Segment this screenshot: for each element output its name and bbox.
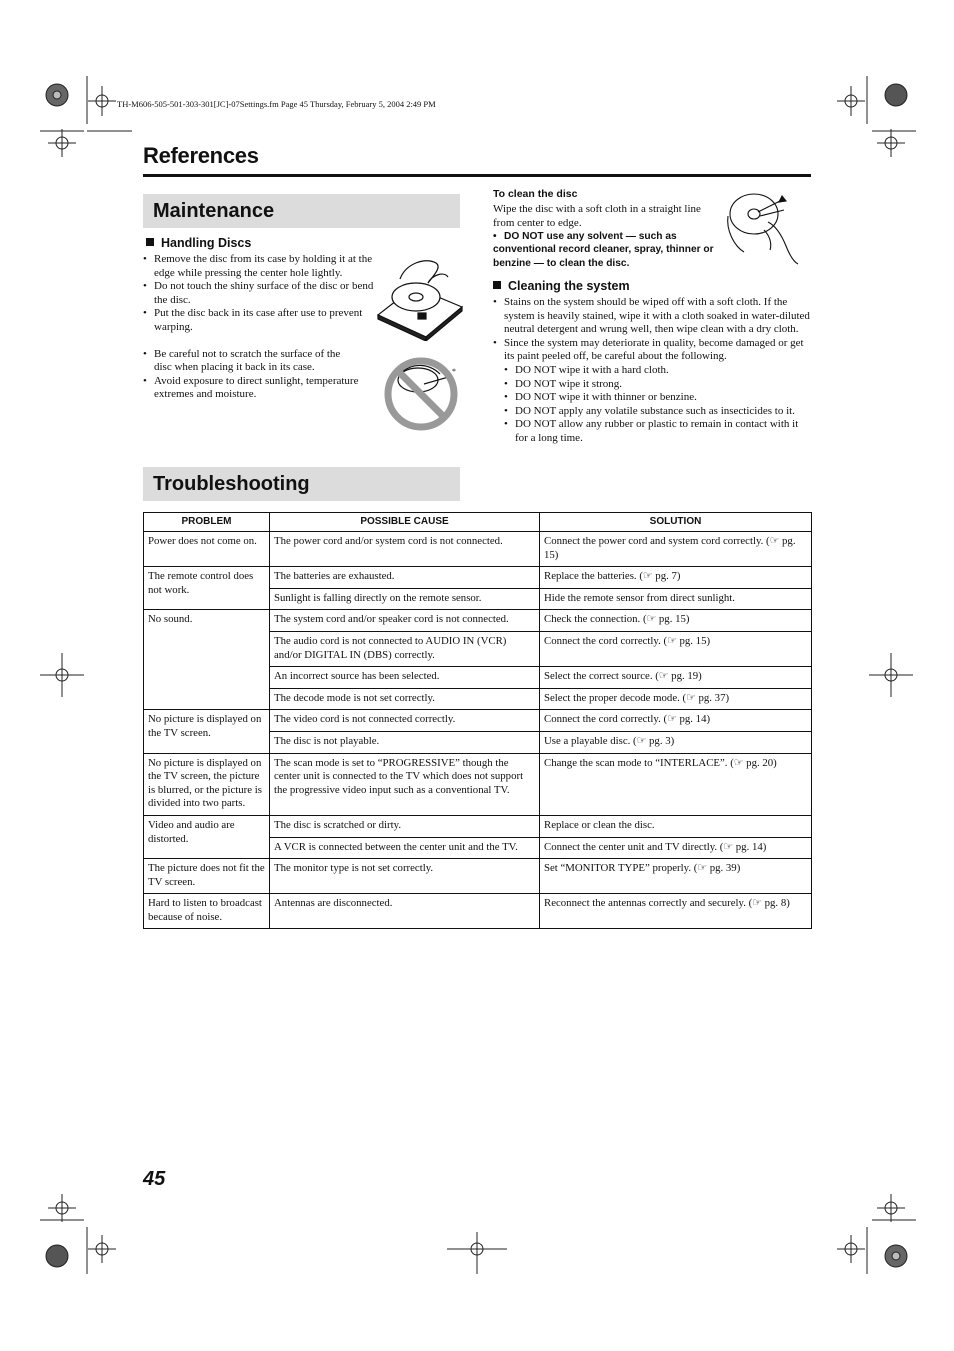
- problem-cell: The remote control does not work.: [144, 567, 270, 610]
- solution-cell: Hide the remote sensor from direct sunlight.: [540, 588, 812, 610]
- solution-cell: Connect the center unit and TV directly. (☞ pg. 14): [540, 837, 812, 859]
- solution-cell: Use a playable disc. (☞ pg. 3): [540, 731, 812, 753]
- solution-cell: Reconnect the antennas correctly and securely. (☞ pg. 8): [540, 894, 812, 929]
- cause-cell: The scan mode is set to “PROGRESSIVE” though the center unit is connected to the TV which does not support the progressive video input such as a conventional TV.: [270, 753, 540, 815]
- list-item: • Since the system may deteriorate in quality, become damaged or get its paint peeled off, be careful about the following.: [493, 337, 811, 364]
- list-item: • Be careful not to scratch the surface of the disc when placing it back in its case.: [143, 348, 359, 375]
- cleaning-system-heading: Cleaning the system: [493, 279, 630, 293]
- solution-cell: Set “MONITOR TYPE” properly. (☞ pg. 39): [540, 859, 812, 894]
- square-bullet-icon: [146, 238, 154, 246]
- page-title: References: [143, 143, 259, 168]
- column-header-problem: PROBLEM: [144, 513, 270, 532]
- problem-cell: No picture is displayed on the TV screen, the picture is blurred, or the picture is divided into two parts.: [144, 753, 270, 815]
- cause-cell: Sunlight is falling directly on the remote sensor.: [270, 588, 540, 610]
- problem-cell: No sound.: [144, 610, 270, 710]
- cause-cell: The power cord and/or system cord is not connected.: [270, 532, 540, 567]
- table-row: [144, 894, 812, 929]
- cause-cell: The disc is not playable.: [270, 731, 540, 753]
- handling-discs-heading: Handling Discs: [146, 236, 251, 250]
- table-row: [144, 859, 812, 894]
- solution-cell: Replace the batteries. (☞ pg. 7): [540, 567, 812, 589]
- no-scratch-prohibition-icon: [380, 350, 462, 432]
- column-header-cause: POSSIBLE CAUSE: [270, 513, 540, 532]
- solution-cell: Select the correct source. (☞ pg. 19): [540, 667, 812, 689]
- title-rule: [143, 174, 811, 177]
- problem-cell: Power does not come on.: [144, 532, 270, 567]
- solution-cell: Connect the power cord and system cord correctly. (☞ pg. 15): [540, 532, 812, 567]
- cause-cell: The batteries are exhausted.: [270, 567, 540, 589]
- file-header: TH-M606-505-501-303-301[JC]-07Settings.fm Page 45 Thursday, February 5, 2004 2:49 PM: [117, 99, 436, 109]
- clean-disc-text: Wipe the disc with a soft cloth in a straight line from center to edge.: [493, 203, 701, 229]
- page-number: 45: [143, 1168, 166, 1190]
- list-item: • Stains on the system should be wiped off with a soft cloth. If the system is heavily stained, wipe it with a cloth soaked in water-diluted neutral detergent and wrung well, then wipe clean with a dry cloth.: [493, 296, 811, 337]
- cause-cell: An incorrect source has been selected.: [270, 667, 540, 689]
- list-item: • Do not touch the shiny surface of the disc or bend the disc.: [143, 280, 375, 307]
- list-item: • Remove the disc from its case by holding it at the edge while pressing the center hole lightly.: [143, 253, 375, 280]
- table-row: [144, 610, 812, 632]
- svg-text:*: *: [452, 367, 456, 376]
- cause-cell: The system cord and/or speaker cord is not connected.: [270, 610, 540, 632]
- cause-cell: Antennas are disconnected.: [270, 894, 540, 929]
- maintenance-heading: Maintenance: [143, 194, 460, 228]
- problem-cell: Video and audio are distorted.: [144, 815, 270, 858]
- list-subitem: • DO NOT allow any rubber or plastic to remain in contact with it for a long time.: [504, 418, 811, 445]
- table-row: [144, 567, 812, 589]
- disc-wiping-illustration: [724, 186, 800, 266]
- table-row: [144, 532, 812, 567]
- troubleshooting-table: [143, 512, 812, 929]
- list-subitem: • DO NOT apply any volatile substance such as insecticides to it.: [504, 405, 811, 419]
- table-row: [144, 710, 812, 732]
- solution-cell: Change the scan mode to “INTERLACE”. (☞ pg. 20): [540, 753, 812, 815]
- list-item: • Avoid exposure to direct sunlight, temperature extremes and moisture.: [143, 375, 375, 402]
- list-subitem: • DO NOT wipe it strong.: [504, 378, 811, 392]
- column-header-solution: SOLUTION: [540, 513, 812, 532]
- list-subitem: • DO NOT wipe it with a hard cloth.: [504, 364, 811, 378]
- list-item: • Put the disc back in its case after use to prevent warping.: [143, 307, 375, 334]
- cause-cell: The video cord is not connected correctly.: [270, 710, 540, 732]
- list-subitem: • DO NOT wipe it with thinner or benzine.: [504, 391, 811, 405]
- cause-cell: The audio cord is not connected to AUDIO IN (VCR) and/or DIGITAL IN (DBS) correctly.: [270, 631, 540, 666]
- square-bullet-icon: [493, 281, 501, 289]
- cleaning-system-list: [493, 296, 811, 446]
- cause-cell: The disc is scratched or dirty.: [270, 815, 540, 837]
- solution-cell: Select the proper decode mode. (☞ pg. 37): [540, 688, 812, 710]
- solution-cell: Check the connection. (☞ pg. 15): [540, 610, 812, 632]
- clean-disc-heading: To clean the disc: [493, 188, 578, 200]
- clean-disc-warning: • DO NOT use any solvent — such as conventional record cleaner, spray, thinner or benzine — to clean the disc.: [493, 231, 714, 269]
- table-row: [144, 753, 812, 815]
- solution-cell: Connect the cord correctly. (☞ pg. 15): [540, 631, 812, 666]
- problem-cell: The picture does not fit the TV screen.: [144, 859, 270, 894]
- solution-cell: Replace or clean the disc.: [540, 815, 812, 837]
- table-header-row: [144, 513, 812, 532]
- cause-cell: A VCR is connected between the center unit and the TV.: [270, 837, 540, 859]
- handling-discs-list: [143, 253, 375, 402]
- cause-cell: The monitor type is not set correctly.: [270, 859, 540, 894]
- solution-cell: Connect the cord correctly. (☞ pg. 14): [540, 710, 812, 732]
- troubleshooting-heading: Troubleshooting: [143, 467, 460, 501]
- problem-cell: Hard to listen to broadcast because of noise.: [144, 894, 270, 929]
- disc-case-illustration: [374, 257, 466, 341]
- cause-cell: The decode mode is not set correctly.: [270, 688, 540, 710]
- problem-cell: No picture is displayed on the TV screen.: [144, 710, 270, 753]
- table-row: [144, 815, 812, 837]
